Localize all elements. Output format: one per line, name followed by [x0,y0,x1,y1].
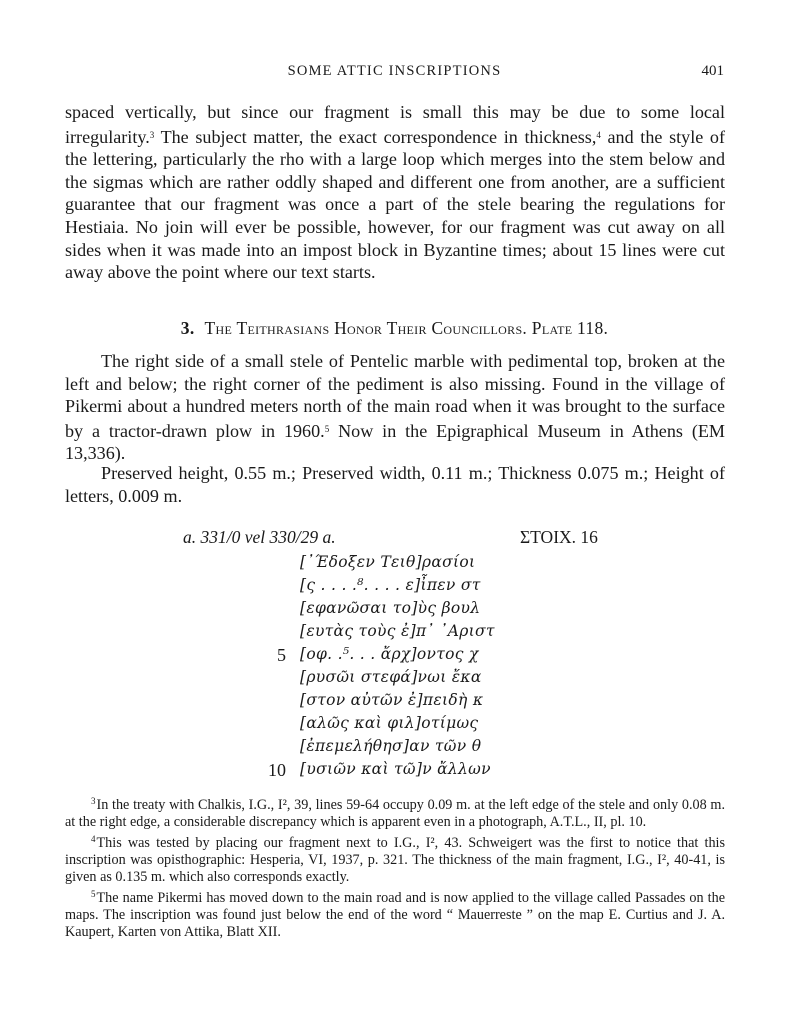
inscription-line [0,668,789,692]
line-text: [εφανῶσαι το]ὺς βουλ [300,599,481,617]
line-text: [ἐπεμελήθησ]αν τῶν θ [300,737,482,755]
inscription-line [0,760,789,784]
footnote-ref-4: 4 [596,129,601,140]
description-text-b: Now in the Epigraphical Museum in Athens (EM 13,336). [65,420,725,464]
section-number: 3. [180,318,195,338]
line-text: [ς . . . .⁸. . . . ε]ἶπεν στ [300,576,481,594]
intro-text-b: The subject matter, the exact correspondence in thickness, [154,126,597,147]
inscription-line [0,737,789,761]
footnote-mark: 5 [91,889,96,899]
intro-paragraph [65,101,725,284]
dimensions-paragraph: Preserved height, 0.55 m.; Preserved width, 0.11 m.; Thickness 0.075 m.; Height of letters, 0.009 m. [65,463,725,506]
line-text: [στον αὐτῶν ἐ]πειδὴ κ [300,691,484,709]
section-heading [0,318,789,339]
running-head [0,63,789,85]
inscription-line [0,622,789,646]
line-text: [ευτὰς τοὺς ἐ]π᾿ ᾿Αριστ [300,622,495,640]
footnote-ref-5: 5 [324,423,330,434]
inscription-line [0,576,789,600]
inscription-line [0,599,789,623]
running-title: SOME ATTIC INSCRIPTIONS [287,63,502,79]
footnote-text: In the treaty with Chalkis, I.G., I², 39, lines 59-64 occupy 0.09 m. at the left edge of the stele and only 0.08 m. at the right edge, a considerable discrepancy which is apparent even in a photograph, A.T.L., II, pl. 10. [65,797,725,830]
page-number: 401 [701,63,724,79]
footnote-ref-3: 3 [149,129,155,140]
footnote-text: This was tested by placing our fragment next to I.G., I², 43. Schweigert was the first to notice that this inscription was opisthographic: Hesperia, VI, 1937, p. 321. The thickness of the main fragment, I.G., I², 40-41, is given as 0.135 m. which also corresponds exactly. [65,835,725,885]
footnote-mark: 4 [91,834,96,844]
footnote-text: The name Pikermi has moved down to the main road and is now applied to the village called Passades on the maps. The inscription was found just below the end of the word “ Mauerreste ” on the map E. Curtius and J. A. Kaupert, Karten von Attika, Blatt XII. [65,890,725,940]
footnote-3 [65,793,725,831]
footnote-mark: 3 [91,796,96,806]
inscription-line [0,691,789,715]
line-text: [οφ. .⁵. . . ἄρχ]οντος χ [300,645,479,663]
line-number: 5 [277,645,286,665]
inscription-line [0,714,789,738]
footnote-4 [65,831,725,886]
section-title: The Teithrasians Honor Their Councillors. [204,318,528,338]
intro-text-a: spaced vertically, but since our fragment is small this may be due to some local irregularity. [65,102,725,147]
inscription-line [0,645,789,669]
footnote-5 [65,886,725,941]
inscription-date: a. 331/0 vel 330/29 a. [183,527,336,547]
inscription-line [0,553,789,577]
line-text: [υσιῶν καὶ τῶ]ν ἄλλων [300,760,491,778]
line-text: [᾿Έδοξεν Τειθ]ρασίοι [300,553,476,571]
line-number: 10 [268,760,286,780]
plate-reference: Plate 118. [531,318,609,338]
stoichedon-count: ΣΤΟΙΧ. 16 [520,527,598,547]
line-text: [ρυσῶι στεφά]νωι ἔκα [300,668,482,686]
description-text-a: The right side of a small stele of Pentelic marble with pedimental top, broken at the left and below; the right corner of the pediment is also missing. Found in the village of Pikermi about a hundred meters north of the main road when it was brought to the surface by a tractor-drawn plow in 1960. [65,351,725,441]
line-text: [αλῶς καὶ φιλ]οτίμως [300,714,479,732]
footnotes [65,793,725,941]
intro-text-c: and the style of the lettering, particularly the rho with a large loop which merges into the stem below and the sigmas which are rather oddly shaped and different one from another, are a sufficient guarantee that our fragment was once a part of the stele bearing the regulations for Hestiaia. No join will ever be possible, however, for our fragment was cut away on all sides when it was made into an impost block in Byzantine times; about 15 lines were cut away above the point where our text starts. [65,126,725,283]
description-paragraph [65,350,725,465]
